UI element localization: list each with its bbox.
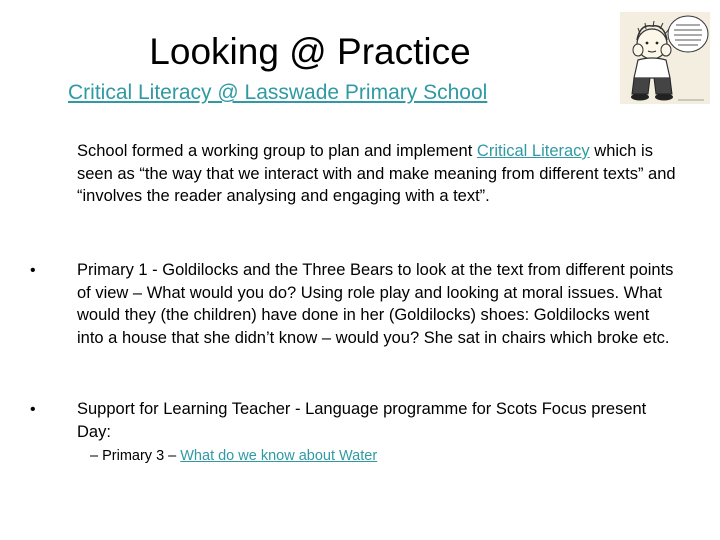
- sub-item-primary-3: [90, 446, 377, 466]
- water-link[interactable]: What do we know about Water: [180, 448, 378, 464]
- bullet-support-for-learning: Support for Learning Teacher - Language programme for Scots Focus present Day:: [77, 400, 647, 441]
- page-title: Looking @ Practice: [149, 31, 471, 72]
- intro-text-before: School formed a working group to plan and implement: [77, 142, 477, 160]
- cartoon-child-illustration: [620, 12, 710, 104]
- intro-text-after: which is seen as “the way that we interact with and make meaning from different texts” and “involves the reader analysing and engaging with a text”.: [77, 142, 676, 205]
- sub-item-prefix: – Primary 3 –: [90, 448, 181, 464]
- critical-literacy-link[interactable]: Critical Literacy: [476, 142, 590, 160]
- bullet-marker: •: [30, 262, 36, 279]
- bullet-primary-1: Primary 1 - Goldilocks and the Three Bears to look at the text from different points of view – What would you do? Using role play and looking at moral issues. What would they (the children) have done in her (Goldilocks) shoes: Goldilocks went into a house that she didn’t know – would you? She sat in chairs which broke etc.: [77, 261, 674, 347]
- subtitle-link[interactable]: Critical Literacy @ Lasswade Primary School: [68, 81, 488, 104]
- bullet-marker: •: [30, 401, 36, 418]
- intro-paragraph: [77, 140, 677, 208]
